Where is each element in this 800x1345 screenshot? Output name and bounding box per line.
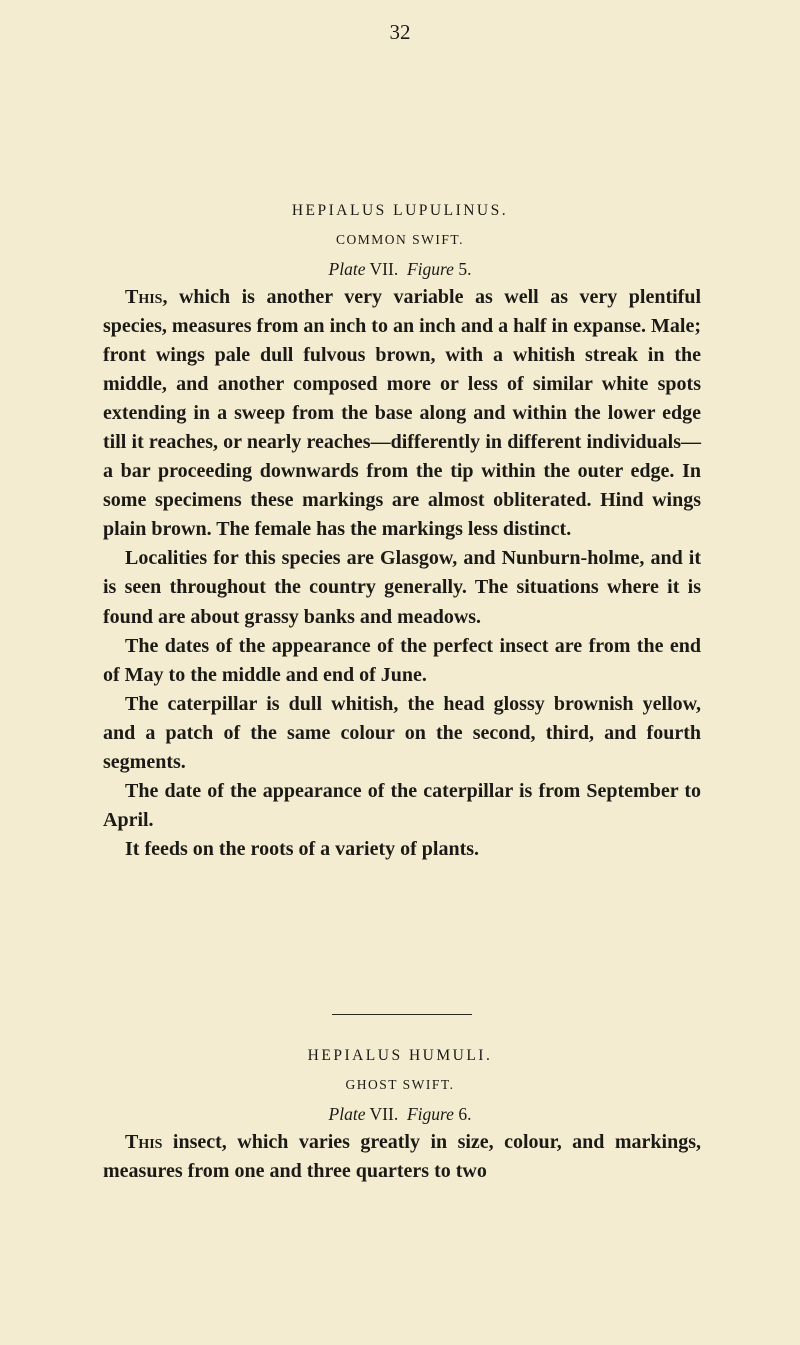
page-number: 32 (389, 20, 411, 44)
species-description (103, 283, 701, 864)
plate-number: VII. (369, 1104, 399, 1124)
figure-label: Figure (406, 259, 454, 279)
species-description (103, 1128, 701, 1186)
figure-number: 5. (458, 259, 472, 279)
lead-word: This (125, 1131, 163, 1153)
paragraph (103, 1128, 701, 1186)
paragraph: The date of the appearance of the caterpillar is from September to April. (103, 779, 701, 831)
species-common-name: GHOST SWIFT. (345, 1077, 455, 1092)
species-common-name: COMMON SWIFT. (335, 232, 464, 247)
plate-number: VII. (369, 259, 399, 279)
paragraph: It feeds on the roots of a variety of plants. (125, 837, 480, 860)
paragraph: The dates of the appearance of the perfect insect are from the end of May to the middle and end of June. (103, 634, 701, 686)
paragraph: The caterpillar is dull whitish, the head glossy brownish yellow, and a patch of the same colour on the second, third, and fourth segments. (103, 692, 701, 773)
plate-reference (0, 259, 800, 280)
paragraph-text: which is another very variable as well as very plentiful species, measures from an inch to an inch and a half in expanse. Male; front wings pale dull fulvous brown, with a whitish streak in the middle, and another composed more or less of similar white spots extending in a sweep from the base along and within the lower edge till it reaches, or nearly reaches—differently in different individuals—a bar proceeding downwards from the tip within the outer edge. In some specimens these markings are almost obliterated. Hind wings plain brown. The female has the markings less distinct. (103, 286, 701, 541)
paragraph-text: insect, which varies greatly in size, colour, and markings, measures from one and three quarters to two (103, 1131, 701, 1183)
species-title: HEPIALUS HUMULI. (307, 1047, 493, 1064)
plate-label: Plate (328, 1104, 366, 1124)
section-divider (332, 1014, 472, 1015)
paragraph (103, 283, 701, 544)
figure-number: 6. (458, 1104, 472, 1124)
plate-reference (0, 1104, 800, 1125)
species-title: HEPIALUS LUPULINUS. (291, 202, 509, 219)
figure-label: Figure (406, 1104, 454, 1124)
paragraph: Localities for this species are Glasgow, and Nunburn-holme, and it is seen throughout the country generally. The situations where it is found are about grassy banks and meadows. (103, 547, 701, 628)
lead-word: This, (125, 286, 168, 308)
plate-label: Plate (328, 259, 366, 279)
